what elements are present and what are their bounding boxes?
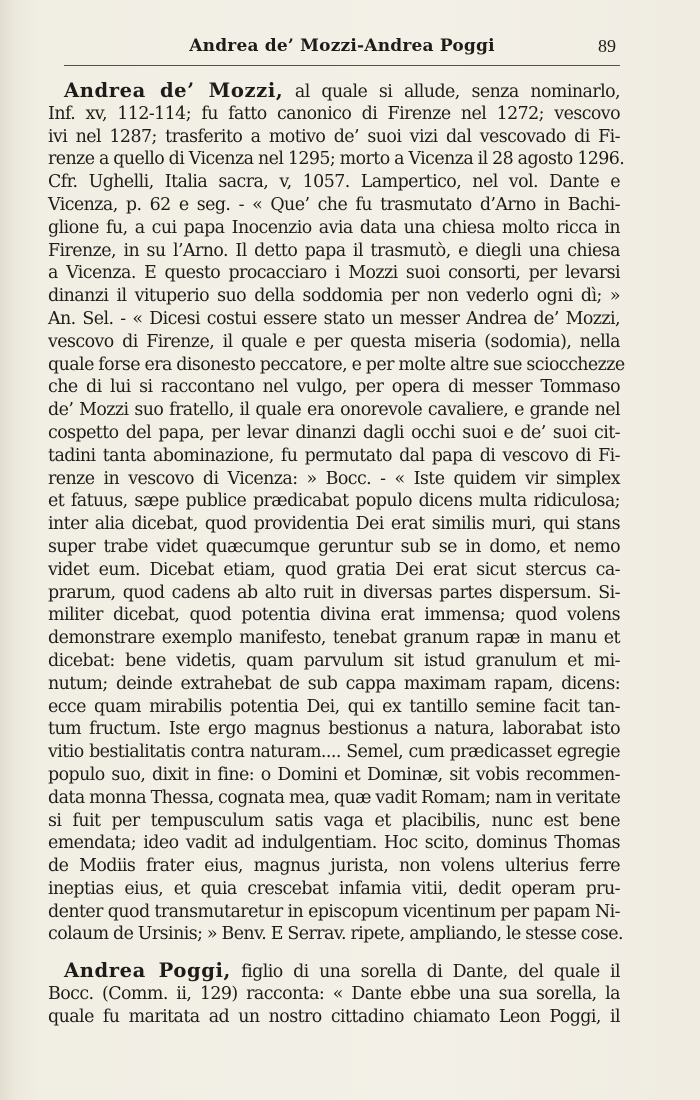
text-line: tadini tanta abominazione, fu permutato dal papa di vescovo di Fi- xyxy=(48,445,620,466)
text-line xyxy=(48,960,620,983)
text-line: An. Sel. - « Dicesi costui essere stato un messer Andrea de’ Mozzi, xyxy=(48,308,620,329)
text-line: prarum, quod cadens ab alto ruit in diversas partes dispersum. Si- xyxy=(48,582,620,603)
text-line: ineptias eius, et quia crescebat infamia vitii, dedit operam pru- xyxy=(48,878,620,899)
headword: Andrea Poggi, xyxy=(64,959,231,983)
text-line: renze a quello di Vicenza nel 1295; morto a Vicenza il 28 agosto 1296. xyxy=(48,149,625,170)
text-run: al quale si allude, senza nominarlo, xyxy=(283,82,620,102)
text-line: Bocc. (Comm. ii, 129) racconta: « Dante ebbe una sua sorella, la xyxy=(48,984,620,1005)
text-line: nutum; deinde extrahebat de sub cappa maximam rapam, dicens: xyxy=(48,673,620,694)
text-line: vitio bestialitatis contra naturam.... Semel, cum prædicasset egregie xyxy=(48,742,620,763)
text-line: et fatuus, sæpe publice prædicabat populo dicens multa ridiculosa; xyxy=(48,491,620,512)
text-line: denter quod transmutaretur in episcopum vicentinum per papam Ni- xyxy=(48,901,620,922)
page-number: 89 xyxy=(598,36,616,56)
text-line: tum fructum. Iste ergo magnus bestionus a natura, laborabat isto xyxy=(48,719,620,740)
text-line: quale fu maritata ad un nostro cittadino chiamato Leon Poggi, il xyxy=(48,1006,620,1027)
text-line: demonstrare exemplo manifesto, tenebat granum rapæ in manu et xyxy=(48,628,620,649)
text-line: inter alia dicebat, quod providentia Dei erat similis muri, qui stans xyxy=(48,514,620,535)
text-line: ivi nel 1287; trasferito a motivo de’ suoi vizi dal vescovado di Fi- xyxy=(48,126,620,147)
text-line: populo suo, dixit in fine: o Domini et Dominæ, sit vobis recommen- xyxy=(48,764,620,785)
text-line: super trabe videt quæcumque geruntur sub se in domo, et nemo xyxy=(48,536,620,557)
text-line: renze in vescovo di Vicenza: » Bocc. - « Iste quidem vir simplex xyxy=(48,468,620,489)
body-text xyxy=(48,79,625,1043)
text-line: che di lui si raccontano nel vulgo, per opera di messer Tommaso xyxy=(48,377,620,398)
entry-andrea-de-mozzi xyxy=(48,79,625,946)
text-line: de Modiis frater eius, magnus jurista, non volens ulterius ferre xyxy=(48,856,620,877)
text-line: Vicenza, p. 62 e seg. - « Que’ che fu trasmutato d’Arno in Bachi- xyxy=(48,194,620,215)
header-rule xyxy=(64,65,620,66)
text-line: colaum de Ursinis; » Benv. E Serrav. ripete, ampliando, le stesse cose. xyxy=(48,924,623,945)
text-line: si fuit per tempusculum satis vaga et placibilis, nunc est bene xyxy=(48,810,620,831)
text-line: vescovo di Firenze, il quale e per questa miseria (sodomia), nella xyxy=(48,331,620,352)
text-line: dinanzi il vituperio suo della soddomia per non vederlo ogni dì; » xyxy=(48,286,620,307)
text-line: Inf. xv, 112-114; fu fatto canonico di Firenze nel 1272; vescovo xyxy=(48,103,620,124)
entry-andrea-poggi xyxy=(48,960,620,1028)
text-line: Cfr. Ughelli, Italia sacra, v, 1057. Lampertico, nel vol. Dante e xyxy=(48,172,620,193)
text-line: videt eum. Dicebat etiam, quod gratia Dei erat sicut stercus ca- xyxy=(48,559,620,580)
text-line: militer dicebat, quod potentia divina erat immensa; quod volens xyxy=(48,605,620,626)
text-line: glione fu, a cui papa Inocenzio avia data una chiesa molto ricca in xyxy=(48,217,620,238)
headword: Andrea de’ Mozzi, xyxy=(64,79,284,102)
text-line: emendata; ideo vadit ad indulgentiam. Hoc scito, dominus Thomas xyxy=(48,833,620,854)
text-line: dicebat: bene videtis, quam parvulum sit istud granulum et mi- xyxy=(48,650,620,671)
text-line: de’ Mozzi suo fratello, il quale era onorevole cavaliere, e grande nel xyxy=(48,400,620,421)
text-line: ecce quam mirabilis potentia Dei, qui ex tantillo semine facit tan- xyxy=(48,696,620,717)
text-line: data monna Thessa, cognata mea, quæ vadit Romam; nam in veritate xyxy=(48,787,621,808)
text-line xyxy=(48,80,620,103)
text-line: Firenze, in su l’Arno. Il detto papa il trasmutò, e diegli una chiesa xyxy=(48,240,620,261)
running-head: Andrea de’ Mozzi-Andrea Poggi xyxy=(189,36,495,56)
text-line: cospetto del papa, per levar dinanzi dagli occhi suoi e de’ suoi cit- xyxy=(48,422,620,443)
page-header xyxy=(64,36,620,64)
text-line: quale forse era disonesto peccatore, e per molte altre sue sciocchezze xyxy=(48,354,625,375)
text-line: a Vicenza. E questo procacciaro i Mozzi suoi consorti, per levarsi xyxy=(48,263,620,284)
text-run: figlio di una sorella di Dante, del quale il xyxy=(230,962,620,983)
